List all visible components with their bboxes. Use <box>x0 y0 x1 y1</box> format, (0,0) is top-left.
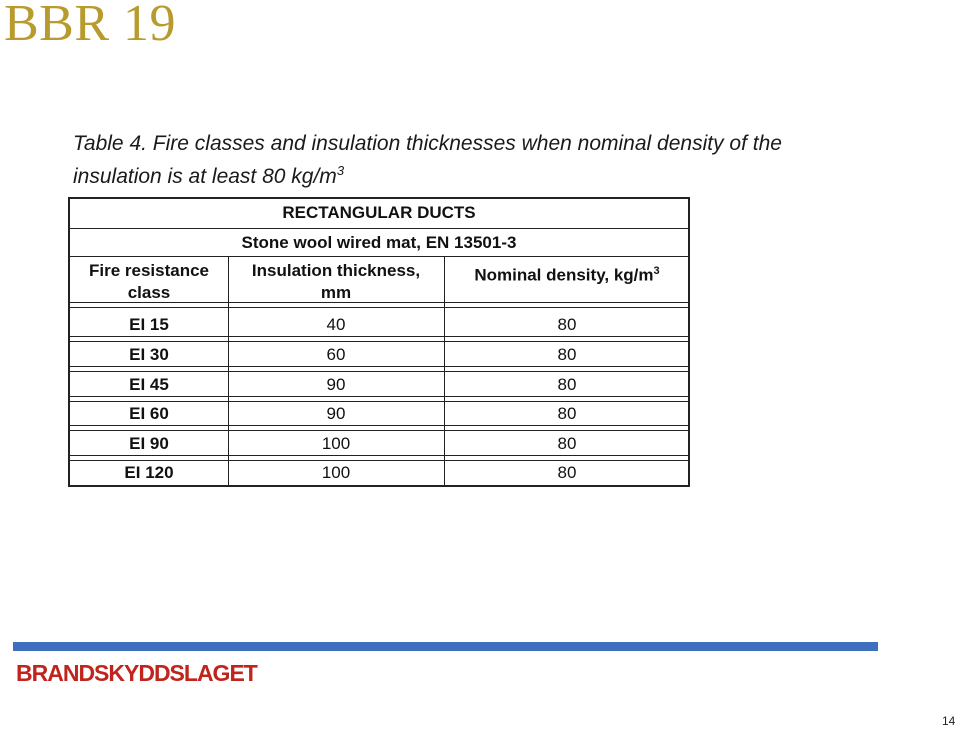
column-header-class <box>70 260 228 304</box>
table-row <box>70 429 688 458</box>
column-header-class-line-2: class <box>127 283 171 302</box>
cell-class: EI 15 <box>129 315 169 334</box>
column-header-thickness <box>228 260 444 304</box>
divider <box>70 228 688 229</box>
column-header-density-text: Nominal density, kg/m <box>474 265 654 285</box>
caption-line-2 <box>73 157 913 190</box>
table-caption <box>73 130 913 190</box>
table-row <box>70 370 688 399</box>
column-header-density <box>444 260 690 304</box>
table-row <box>70 458 688 487</box>
column-header-class-line-1: Fire resistance <box>88 261 209 280</box>
column-header-thickness-line-1: Insulation thickness, <box>251 261 421 280</box>
cell-thickness: 90 <box>326 404 346 423</box>
cell-class: EI 120 <box>124 463 174 482</box>
cell-density: 80 <box>557 463 577 482</box>
caption-superscript: 3 <box>336 163 345 178</box>
caption-line-1: Table 4. Fire classes and insulation thicknesses when nominal density of the <box>73 132 782 155</box>
footer-bar <box>13 642 878 651</box>
divider <box>70 256 688 257</box>
table-row <box>70 340 688 369</box>
cell-thickness: 90 <box>326 375 346 394</box>
page-number: 14 <box>942 714 956 728</box>
cell-thickness: 100 <box>321 463 351 482</box>
cell-thickness: 60 <box>326 345 346 364</box>
table-heading: RECTANGULAR DUCTS <box>282 203 476 222</box>
header-double-divider <box>70 302 688 308</box>
cell-class: EI 60 <box>129 404 169 423</box>
brand-logo: BRANDSKYDDSLAGET <box>16 660 257 686</box>
slide-title: BBR 19 <box>4 0 177 52</box>
cell-class: EI 45 <box>129 375 169 394</box>
cell-density: 80 <box>557 434 577 453</box>
table-row <box>70 399 688 428</box>
fire-class-table <box>68 197 690 487</box>
cell-thickness: 100 <box>321 434 351 453</box>
cell-density: 80 <box>557 404 577 423</box>
cell-density: 80 <box>557 315 577 334</box>
column-header-thickness-line-2: mm <box>320 283 352 302</box>
caption-line-2-text: insulation is at least 80 kg/m <box>73 165 337 188</box>
column-header-density-superscript: 3 <box>653 265 660 277</box>
cell-thickness: 40 <box>326 315 346 334</box>
cell-density: 80 <box>557 345 577 364</box>
cell-density: 80 <box>557 375 577 394</box>
cell-class: EI 90 <box>129 434 169 453</box>
cell-class: EI 30 <box>129 345 169 364</box>
table-subheading: Stone wool wired mat, EN 13501-3 <box>241 233 517 252</box>
table-row <box>70 310 688 339</box>
